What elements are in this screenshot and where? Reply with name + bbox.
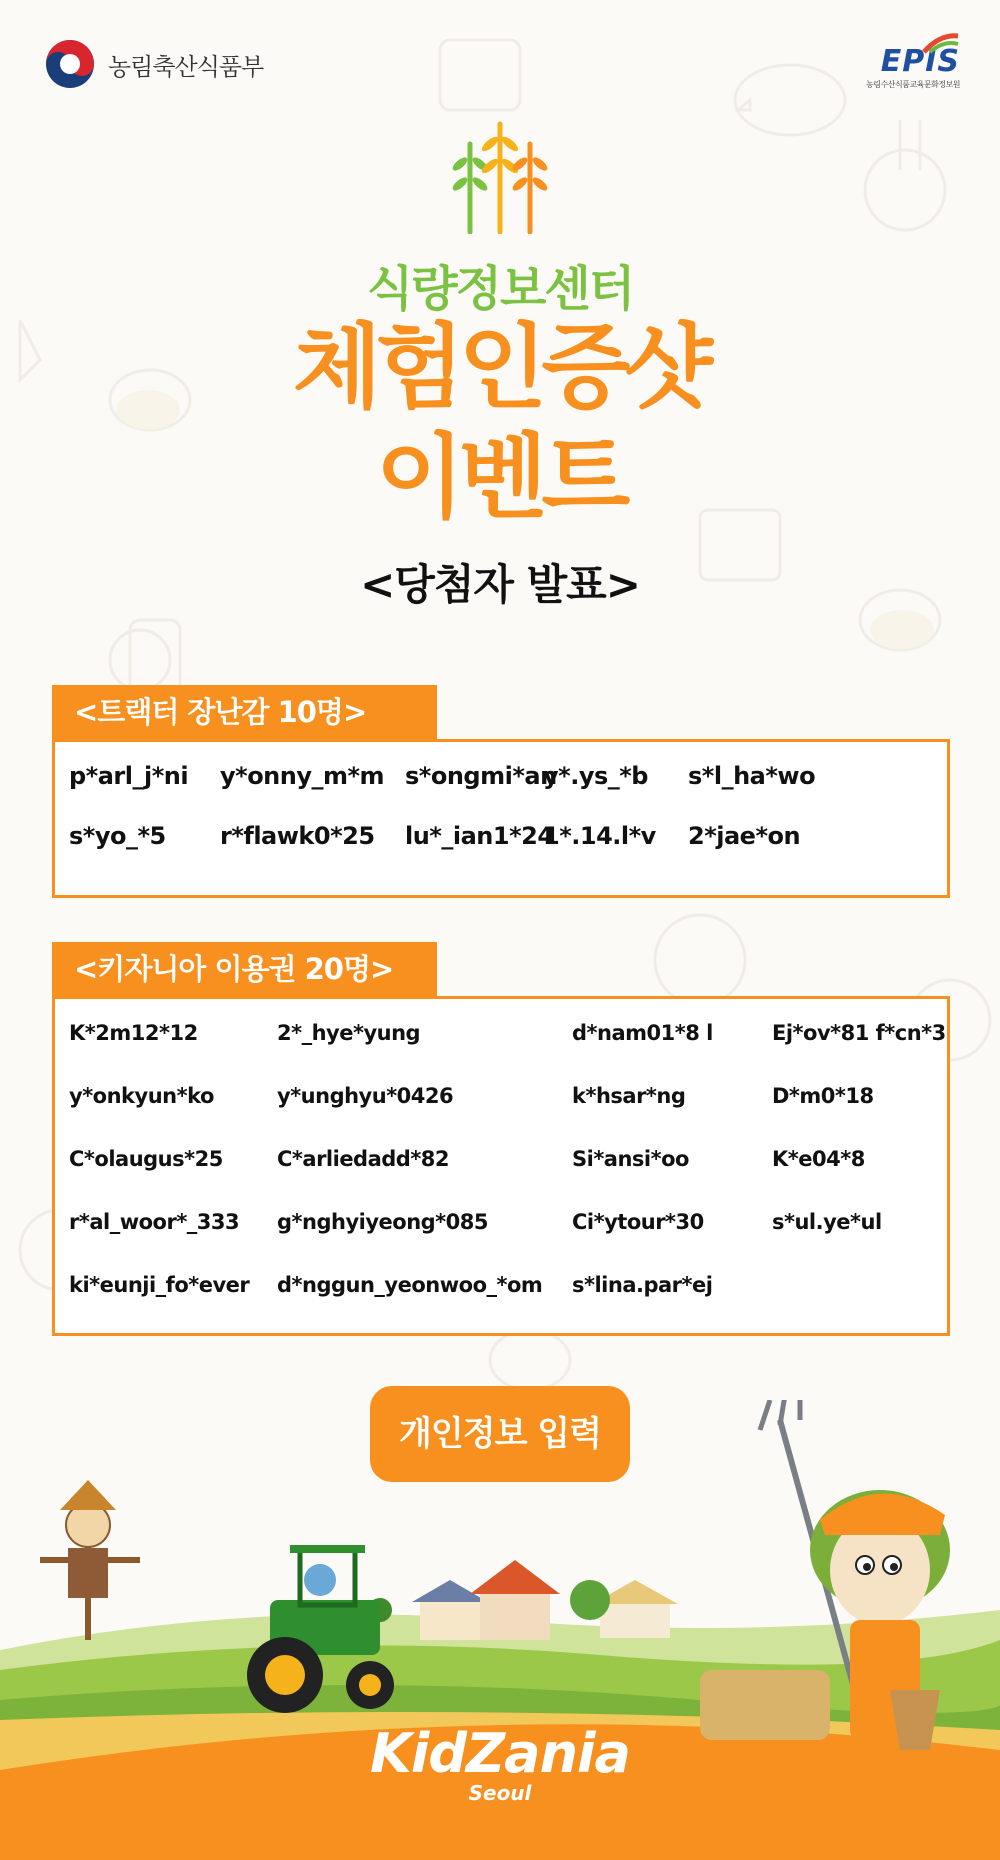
event-title-line1: 체험인증샷 [292, 314, 708, 421]
winner-name: s*lina.par*ej [572, 1273, 713, 1297]
epis-subtitle: 농림수산식품교육문화정보원 [866, 80, 960, 89]
kidzania-logo [0, 1722, 1000, 1805]
epis-wordmark: EPIS [880, 44, 960, 79]
winner-name: Si*ansi*oo [572, 1147, 689, 1171]
epis-logo [850, 30, 960, 90]
winner-name: s*l_ha*wo [688, 762, 816, 790]
winner-list-tractor [55, 742, 947, 895]
personal-info-button[interactable]: 개인정보 입력 [370, 1386, 630, 1482]
winner-name: 1*.14.l*v [543, 822, 656, 850]
event-title-line2: 이벤트 [375, 424, 625, 531]
prize-tab-kidzania: <키자니아 이용권 20명> [52, 942, 437, 996]
winner-name: d*nggun_yeonwoo_*om [277, 1273, 543, 1297]
winner-name: g*nghyiyeong*085 [277, 1210, 488, 1234]
prize-box-tractor [52, 739, 950, 898]
winners-heading: <당첨자 발표> [360, 560, 640, 609]
taegeuk-icon [44, 38, 96, 90]
winner-name: ki*eunji_fo*ever [69, 1273, 250, 1297]
winner-name: C*arliedadd*82 [277, 1147, 450, 1171]
winner-name: K*e04*8 [772, 1147, 865, 1171]
winner-name: d*nam01*8 l [572, 1021, 713, 1045]
kidzania-city: Seoul [468, 1781, 532, 1805]
winner-name: k*hsar*ng [572, 1084, 686, 1108]
winner-name: y*unghyu*0426 [277, 1084, 454, 1108]
winner-name: 2*jae*on [688, 822, 801, 850]
winner-name: D*m0*18 [772, 1084, 874, 1108]
winner-name: s*ul.ye*ul [772, 1210, 882, 1234]
winner-name: r*al_woor*_333 [69, 1210, 240, 1234]
winner-name: Ej*ov*81 f*cn*3 [772, 1021, 946, 1045]
winner-name: Ci*ytour*30 [572, 1210, 704, 1234]
winner-name: y*.ys_*b [543, 762, 648, 790]
winner-name: y*onny_m*m [220, 762, 385, 790]
prize-box-kidzania [52, 996, 950, 1336]
winner-name: r*flawk0*25 [220, 822, 375, 850]
ministry-logo [44, 38, 263, 90]
winner-name: s*yo_*5 [69, 822, 166, 850]
wheat-icon [440, 114, 560, 234]
winner-name: 2*_hye*yung [277, 1021, 421, 1045]
kidzania-wordmark: KidZania [370, 1722, 630, 1785]
winner-list-kidzania [55, 999, 947, 1333]
winner-name: s*ongmi*an [405, 762, 557, 790]
farmer-icon [700, 1400, 950, 1750]
epis-swoosh-icon [920, 30, 960, 54]
winner-name: y*onkyun*ko [69, 1084, 214, 1108]
center-name: 식량정보센터 [366, 261, 634, 317]
scarecrow-icon [40, 1480, 140, 1640]
winner-name: K*2m12*12 [69, 1021, 198, 1045]
winner-name: lu*_ian1*24 [405, 822, 554, 850]
prize-tab-tractor: <트랙터 장난감 10명> [52, 685, 437, 739]
winner-name: C*olaugus*25 [69, 1147, 223, 1171]
winner-name: p*arl_j*ni [69, 762, 189, 790]
ministry-name: 농림축산식품부 [108, 52, 264, 81]
